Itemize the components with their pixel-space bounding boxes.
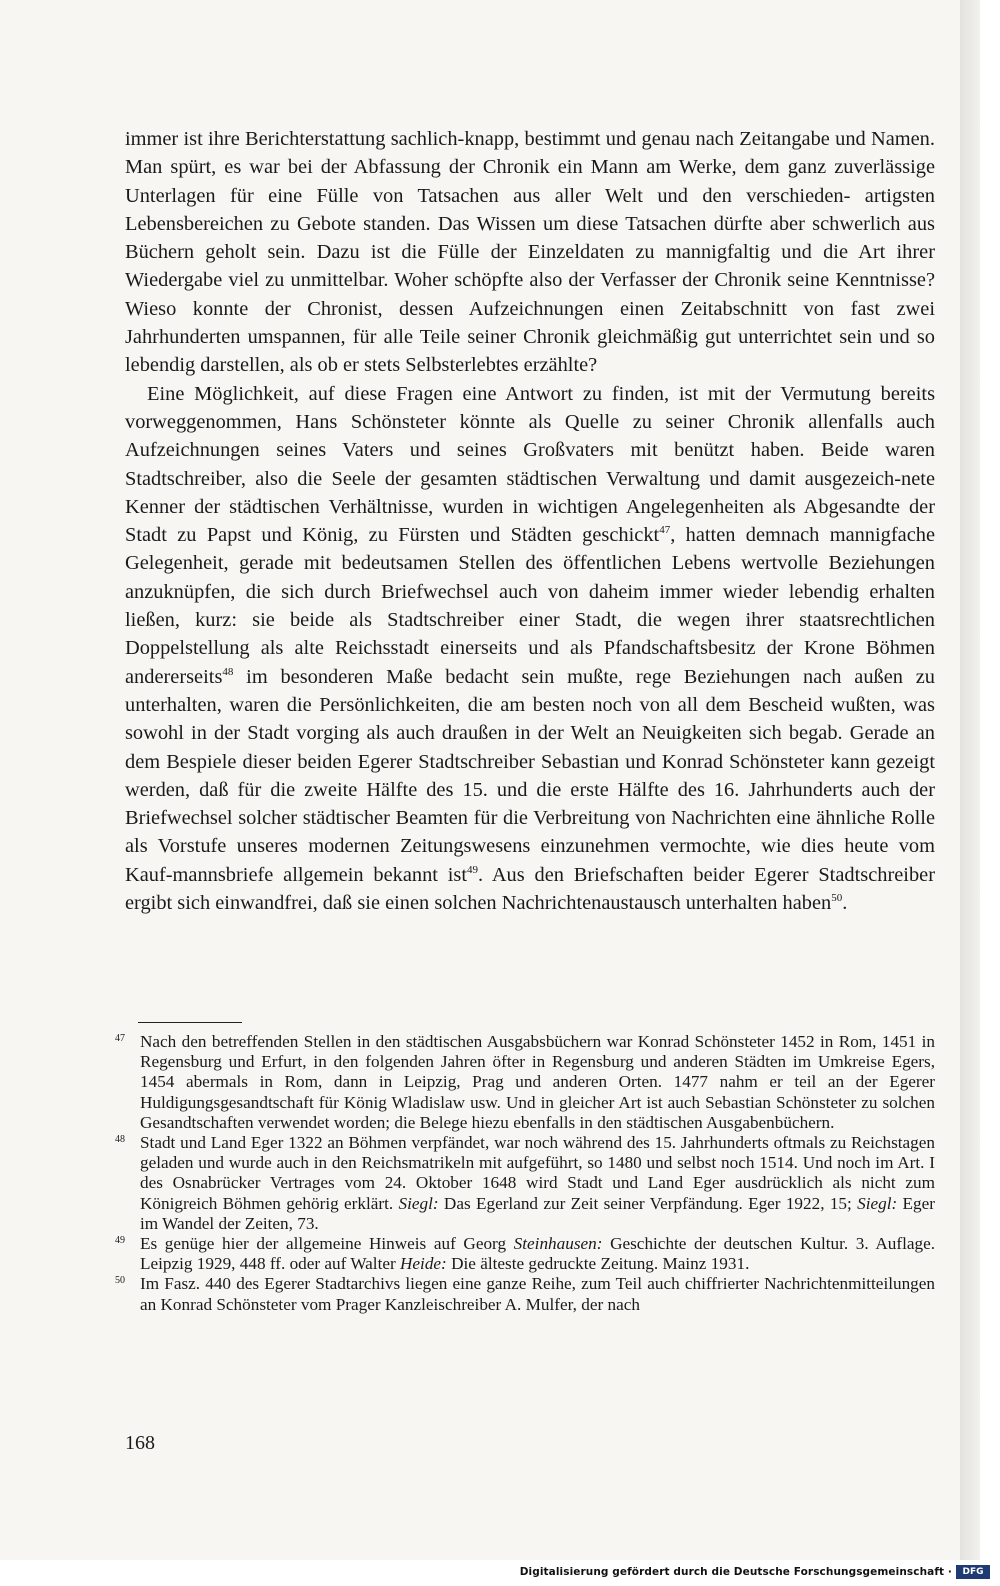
author-name: Siegl: bbox=[398, 1193, 439, 1213]
dfg-logo: DFG bbox=[956, 1565, 990, 1579]
footnote-48 bbox=[115, 1133, 935, 1234]
footnote-text: Im Fasz. 440 des Egerer Stadtarchivs liegen eine ganze Reihe, zum Teil auch chiffrierter Nachrichtenmitteilungen an Konrad Schönsteter vom Prager Kanzleischreiber A. Mulfer, der nach bbox=[140, 1274, 935, 1314]
author-name: Siegl: bbox=[857, 1193, 898, 1213]
footnote-mark: 50 bbox=[115, 1275, 125, 1287]
footnote-mark: 49 bbox=[115, 1235, 125, 1247]
footnote-50 bbox=[115, 1274, 935, 1314]
footnote-47 bbox=[115, 1032, 935, 1133]
paragraph-1-line: gleichmäßig gut unterrichtet sein und so lebendig darstellen, als ob er stets Selbsterlebtes bbox=[125, 326, 935, 377]
paragraph-1-line: die Art ihrer Wiedergabe viel zu unmittelbar. Woher schöpfte also der Verfasser der bbox=[125, 241, 935, 292]
footnote-text: Es genüge hier der allgemeine Hinweis auf Georg bbox=[140, 1234, 514, 1254]
footnotes bbox=[115, 1032, 935, 1315]
paragraph-1 bbox=[125, 125, 935, 380]
footnote-ref-49[interactable]: 49 bbox=[467, 863, 479, 876]
footnote-text: Stadt und Land Eger 1322 an Böhmen verpfändet, war noch während des 15. Jahrhunderts oftmals zu Reichstagen geladen und wurde auch in den Reichsmatrikeln mit aufgeführt, so 1480 und selbst noch 1514. Und noch im Art. I des Osnabrücker Vertrages vom 24. Oktober 1648 wird Stadt und Land Eger ausdrücklich als nicht zum Königreich Böhmen gehörig erklärt. bbox=[140, 1133, 935, 1213]
footnote-ref-47[interactable]: 47 bbox=[659, 524, 671, 537]
paragraph-1-line: zuverlässige Unterlagen für eine Fülle von Tatsachen aus aller Welt und den verschieden- bbox=[125, 156, 935, 207]
author-name: Steinhausen: bbox=[513, 1234, 603, 1254]
paragraph-1-line: Zeitabschnitt von fast zwei Jahrhunderten umspannen, für alle Teile seiner Chronik bbox=[125, 297, 935, 349]
page-edge-shadow bbox=[960, 0, 980, 1560]
paragraph-2-segment: Eine Möglichkeit, auf diese Fragen eine Antwort zu finden, ist mit der Vermutung bereits vorweggenommen, Hans Schönsteter könnte als Quelle zu seiner Chronik allenfalls auch Aufzeichnungen seines Vaters und seines Großvaters mit benützt haben. Beide waren Stadtschreiber, also die Seele der gesamten städtischen Verwaltung und damit ausgezeich-nete Kenner der städtischen Verhältnisse, wurden in wichtigen Angelegenheiten als Abgesandte der Stadt zu Papst und König, zu Fürsten und Städten geschickt bbox=[125, 382, 935, 547]
footnote-ref-50[interactable]: 50 bbox=[831, 892, 843, 905]
paragraph-2-segment: , hatten demnach mannigfache Gelegenheit, gerade mit bedeutsamen Stellen des öffentlichen Lebens wertvolle Beziehungen anzuknüpfen, die sich durch Briefwechsel auch von daheim immer wieder lebendig erhalten ließen, kurz: sie beide als Stadtschreiber einer Stadt, die wegen ihrer staatsrechtlichen Doppelstellung als alte Reichsstadt einerseits und als Pfandschaftsbesitz der Krone Böhmen andererseits bbox=[125, 524, 936, 688]
paragraph-1-line: erzählte? bbox=[523, 354, 598, 377]
paragraph-2-segment: . bbox=[842, 892, 848, 915]
paragraph-1-line: artigsten Lebensbereichen zu Gebote standen. Das Wissen um diese Tatsachen dürfte aber bbox=[125, 184, 935, 235]
author-name: Heide: bbox=[400, 1254, 447, 1274]
page-number: 168 bbox=[125, 1432, 155, 1454]
paragraph-2 bbox=[125, 380, 935, 918]
paragraph-1-line: Namen. Man spürt, es war bei der Abfassung der Chronik ein Mann am Werke, dem ganz bbox=[125, 128, 935, 179]
footnote-ref-48[interactable]: 48 bbox=[222, 665, 234, 678]
footnote-text: Die älteste gedruckte Zeitung. Mainz 1931. bbox=[446, 1254, 750, 1274]
footnote-49 bbox=[115, 1234, 935, 1274]
paragraph-1-line: schwerlich aus Büchern geholt sein. Dazu ist die Fülle der Einzeldaten zu mannigfaltig und bbox=[125, 212, 935, 264]
paragraph-1-line: immer ist ihre Berichterstattung sachlich-knapp, bestimmt und genau nach Zeitangabe und bbox=[125, 128, 866, 150]
footnote-text: Eger im Wandel der Zeiten, 73. bbox=[140, 1193, 935, 1233]
paragraph-2-segment: . Aus den Briefschaften beider Egerer Stadtschreiber ergibt sich einwandfrei, daß sie einen solchen Nachrichtenaustausch unterhalten haben bbox=[125, 863, 935, 915]
paragraph-2-segment: im besonderen Maße bedacht sein mußte, rege Beziehungen nach außen zu unterhalten, waren die Persönlichkeiten, die am besten noch von all dem Bescheid wußten, was sowohl in der Stadt vorging als auch draußen in der Welt an Neuigkeiten sich begab. Gerade an dem Bespiele dieser beiden Egerer Stadtschreiber Sebastian und Konrad Schönsteter kann gezeigt werden, daß für die zweite Hälfte des 15. und die erste Hälfte des 16. Jahrhunderts auch der Briefwechsel solcher städtischer Beamten für die Verbreitung von Nachrichten eine ähnliche Rolle als Vorstufe unseres modernen Zeitungswesens einzunehmen vermochte, wie dies heute vom Kauf-mannsbriefe allgemein bekannt ist bbox=[125, 665, 935, 886]
footnote-text: Das Egerland zur Zeit seiner Verpfändung. Eger 1922, 15; bbox=[438, 1193, 858, 1213]
footnote-text: Geschichte der deutschen Kultur. 3. Auflage. Leipzig 1929, 448 ff. oder auf Walter bbox=[140, 1234, 935, 1274]
footnote-mark: 48 bbox=[115, 1134, 125, 1146]
digitization-credit: Digitalisierung gefördert durch die Deutsche Forschungsgemeinschaft · bbox=[519, 1566, 952, 1578]
footnote-mark: 47 bbox=[115, 1033, 125, 1044]
paragraph-1-line: Chronik seine Kenntnisse? Wieso konnte der Chronist, dessen Aufzeichnungen einen bbox=[125, 269, 935, 320]
footnote-text: Nach den betreffenden Stellen in den städtischen Ausgabsbüchern war Konrad Schönsteter 1452 in Rom, 1451 in Regensburg und Erfurt, in den folgenden Jahren öfter in Regensburg und anderen Städten im Umkreise Egers, 1454 abermals in Rom, dann in Leipzig, Prag und anderen Orten. 1477 nahm er teil an der Egerer Huldigungsgesandtschaft für König Wladislaw usw. Und in gleicher Art ist auch Sebastian Schönsteter zu solchen Gesandtschaften verwendet worden; die Belege hiezu ebenfalls in den städtischen Ausgabenbüchern. bbox=[140, 1032, 935, 1132]
body-text bbox=[125, 125, 935, 917]
footnote-separator bbox=[138, 1022, 242, 1023]
